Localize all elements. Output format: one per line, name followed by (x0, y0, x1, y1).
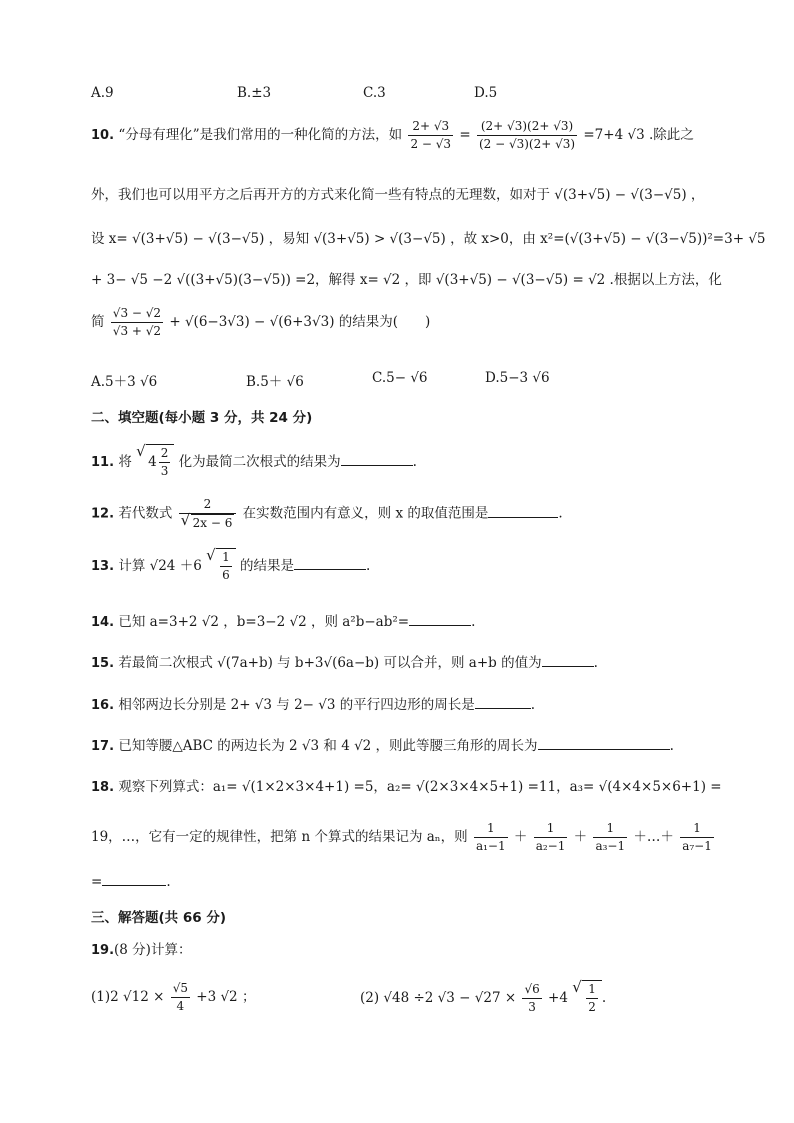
q12-denominator-radicand: 2x − 6 (192, 516, 233, 530)
q18-fraction-3-numerator: 1 (593, 820, 627, 838)
q10-rationalized-denominator: (2 − √3)(2+ √3) (478, 137, 576, 151)
q14-answer-blank[interactable] (409, 613, 471, 626)
q19-head (91, 938, 702, 958)
q10-simplify-rest: + √(6−3√3) − √(6+3√3) 的结果为( ) (169, 314, 431, 330)
q13-denominator: 6 (222, 568, 230, 582)
q12-fraction (179, 496, 237, 532)
q19-p1-numerator: √5 (171, 980, 190, 998)
q17-answer-blank[interactable] (538, 737, 670, 750)
q10-simplify-denominator: √3 + √2 (112, 324, 162, 338)
section3-title: 三、解答题(共 66 分) (91, 910, 227, 926)
equals-sign: = (459, 127, 471, 143)
q18-line1-text: 观察下列算式：a₁= √(1×2×3×4+1) =5，a₂= √(2×3×4×5+1) =11，a₃= √(4×4×5×6+1) = (118, 779, 722, 795)
q11: 11. 将 √ 4 $\frac{2}{3}$ 化为最简二次根式的结果为 . (91, 444, 702, 480)
q11-number: 11. (91, 455, 115, 470)
q18-line2: 19，…，它有一定的规律性，把第 n 个算式的结果记为 aₙ，则 $\frac{1}{\text{a₁−1}}$ ＋ $\frac{1}{\text{a₂−1}}$ ＋ $\frac{1}{\text{a₃−1}}$ ＋…＋ $\frac{1}{\text{a₇−1}}$ (91, 821, 712, 853)
q18-fraction-2-denominator: a₂−1 (535, 839, 566, 853)
q10-option-d: D.5−3 √6 (485, 370, 550, 386)
q16-answer-blank[interactable] (475, 696, 531, 709)
q10-line5 (91, 305, 702, 340)
q18-fraction-2 (534, 820, 568, 855)
q10-line2: 外，我们也可以用平方之后再开方的方式来化简一些有特点的无理数，如对于 √(3+√5) − √(3−√5) ， (91, 187, 705, 203)
q19-p2-radical (573, 980, 602, 1016)
q17-text: 已知等腰△ABC 的两边长为 2 √3 和 4 √2 ，则此等腰三角形的周长为 (118, 738, 538, 754)
q9-option-c: C.3 (363, 85, 386, 101)
q10-eq-result: =7+4 √3 .除此之 (583, 127, 694, 143)
q10-rationalized-numerator: (2+ √3)(2+ √3) (477, 118, 577, 136)
q10-option-a: A.5＋3 √6 (91, 374, 158, 390)
q19-p1-a: (1)2 √12 × (91, 989, 165, 1005)
q19-part2 (360, 980, 606, 1016)
section2-title: 二、填空题(每小题 3 分，共 24 分) (91, 410, 313, 426)
q19-p2-rad-denominator: 2 (588, 1000, 596, 1014)
q10-example-numerator: 2+ √3 (408, 118, 453, 136)
q19-p1-b: +3 √2 ； (196, 989, 256, 1005)
q16-number: 16. (91, 698, 115, 713)
q10-intro: “分母有理化”是我们常用的一种化简的方法，如 (118, 127, 403, 143)
q10-line1 (91, 118, 702, 153)
q14-number: 14. (91, 615, 115, 630)
q13-fraction (220, 549, 232, 584)
q11-numerator: 2 (159, 445, 171, 463)
q13-answer-blank[interactable] (294, 557, 366, 570)
q10-option-c: C.5− √6 (372, 370, 428, 386)
q17: 17. 已知等腰△ABC 的两边长为 2 √3 和 4 √2 ，则此等腰三角形的周长为 . (91, 738, 674, 754)
q16-text: 相邻两边长分别是 2+ √3 与 2− √3 的平行四边形的周长是 (118, 697, 475, 713)
q19-number: 19. (91, 943, 115, 958)
q18-line3: = . (91, 874, 171, 890)
q17-number: 17. (91, 739, 115, 754)
q18-fraction-3 (593, 820, 627, 855)
q10-line3: 设 x= √(3+√5) − √(3−√5) ，易知 √(3+√5) > √(3−√5) ，故 x>0，由 x²=(√(3+√5) − √(3−√5))²=3+ √5 (91, 231, 766, 247)
q10-options (91, 370, 711, 388)
q18-fraction-1-denominator: a₁−1 (475, 839, 506, 853)
q18-line3-text: = (91, 874, 103, 890)
q14: 14. 已知 a=3+2 √2 ，b=3−2 √2 ，则 a²b−ab²= . (91, 614, 476, 630)
q15: 15. 若最简二次根式 √(7a+b) 与 b+3√(6a−b) 可以合并，则 a+b 的值为 . (91, 655, 598, 671)
q11-whole: 4 (148, 454, 157, 470)
q11-text-a: 将 (118, 454, 132, 470)
q10-simplify-fraction (111, 305, 163, 340)
q15-number: 15. (91, 656, 115, 671)
q12-number: 12. (91, 506, 115, 522)
q15-answer-blank[interactable] (542, 654, 594, 667)
q10-example-fraction (408, 118, 453, 153)
q19-p2-a: (2) √48 ÷2 √3 − √27 × (360, 990, 517, 1006)
q18-number: 18. (91, 780, 115, 795)
q19-p2-rad-fraction (586, 981, 598, 1016)
q19-p2-b: +4 (548, 990, 568, 1006)
q18-fraction-2-numerator: 1 (534, 820, 568, 838)
q12-text-b: 在实数范围内有意义，则 x 的取值范围是 (242, 505, 489, 522)
q10-option-b: B.5＋ √6 (246, 374, 304, 390)
q13: 13. 计算 √24 ＋6 √ $\frac{1}{6}$ 的结果是 . (91, 548, 702, 584)
q11-fraction (159, 445, 171, 480)
q13-radical (207, 548, 236, 584)
q13-number: 13. (91, 559, 115, 574)
q18-fraction-7-denominator: a₇−1 (682, 839, 712, 853)
q18-fraction-1 (474, 820, 508, 855)
q19-p2-rad-numerator: √ 1 (586, 981, 598, 999)
q19-head-text: (8 分)计算： (114, 942, 192, 958)
q10-simplify-numerator: √3 − √2 (111, 305, 163, 323)
q13-text-a: 计算 √24 ＋6 (118, 558, 202, 574)
q12: 12. 若代数式 2 √ 2x − 6 在实数范围内有意义，则 x 的取值范围是 . (91, 496, 702, 532)
q19-p2-numerator: √6 (522, 981, 541, 999)
q9-options (91, 85, 711, 103)
q11-text-b: 化为最简二次根式的结果为 (178, 454, 341, 470)
q12-answer-blank[interactable] (488, 505, 558, 518)
q18-fraction-3-denominator: a₃−1 (595, 839, 626, 853)
q11-radical (137, 444, 174, 480)
q12-numerator: 2 (179, 496, 237, 514)
q10-simplify-prefix: 简 (91, 314, 105, 330)
q11-answer-blank[interactable] (341, 453, 413, 466)
q19-p2-end: . (601, 990, 607, 1006)
q10-line4: + 3− √5 −2 √((3+√5)(3−√5)) =2，解得 x= √2 ，即 √(3+√5) − √(3−√5) = √2 .根据以上方法，化 (91, 272, 722, 288)
q11-denominator: 3 (160, 464, 169, 478)
q18-line1 (91, 775, 722, 795)
q18-fraction-7 (680, 820, 714, 855)
q18-fraction-7-numerator: 1 (680, 820, 714, 838)
q18-answer-blank[interactable] (102, 873, 166, 886)
q12-text-a: 若代数式 (118, 505, 173, 522)
q15-text: 若最简二次根式 √(7a+b) 与 b+3√(6a−b) 可以合并，则 a+b 的值为 (118, 655, 542, 671)
q18-fraction-1-numerator: 1 (474, 820, 508, 838)
q10-number: 10. (91, 128, 115, 143)
q19-p2-fraction (522, 981, 541, 1016)
q18-line2-text: 19，…，它有一定的规律性，把第 n 个算式的结果记为 aₙ，则 (91, 829, 468, 845)
q16: 16. 相邻两边长分别是 2+ √3 与 2− √3 的平行四边形的周长是 . (91, 697, 536, 713)
q12-denominator (179, 514, 237, 532)
q13-text-b: 的结果是 (240, 558, 295, 574)
q19-p1-denominator: 4 (176, 999, 185, 1013)
q9-option-b: B.±3 (237, 85, 272, 101)
q13-numerator: √ 1 (220, 549, 232, 567)
q19-p2-denominator: 3 (528, 1000, 536, 1014)
q10-example-denominator: 2 − √3 (410, 137, 452, 151)
q9-option-d: D.5 (474, 85, 498, 101)
q10-rationalized-fraction (477, 118, 577, 153)
q9-option-a: A.9 (91, 85, 114, 101)
q14-text: 已知 a=3+2 √2 ，b=3−2 √2 ，则 a²b−ab²= (118, 614, 410, 630)
q19-p1-fraction (171, 980, 190, 1015)
